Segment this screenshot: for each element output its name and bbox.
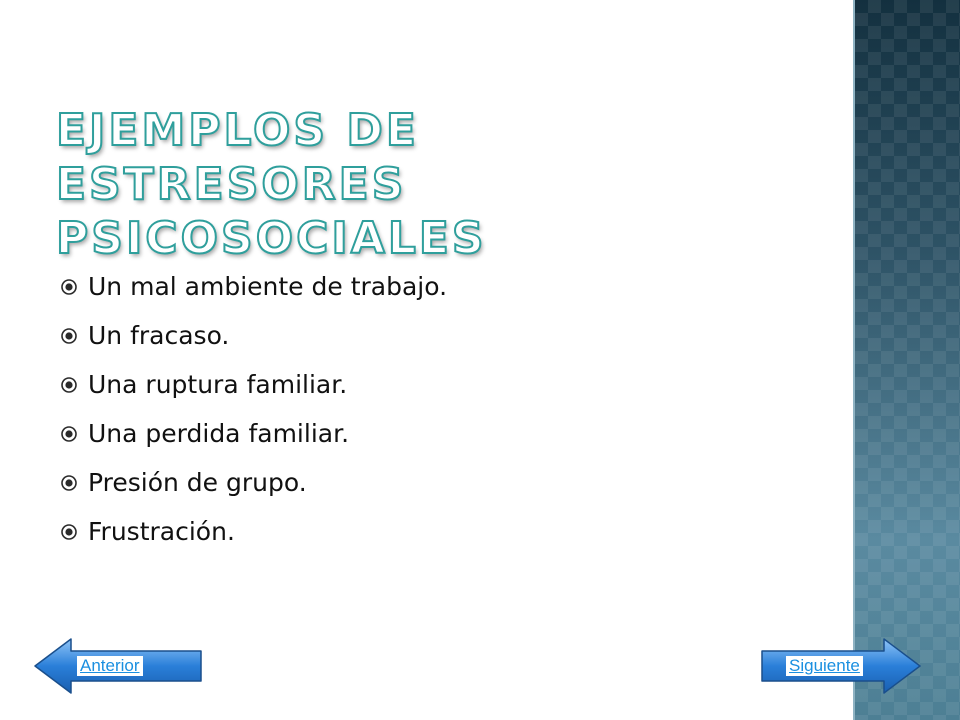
bullet-text: Una perdida familiar. <box>88 419 350 448</box>
decorative-side-panel <box>853 0 960 720</box>
radio-bullet-icon <box>60 425 78 443</box>
list-item <box>60 458 447 507</box>
list-item <box>60 262 447 311</box>
bullet-text: Presión de grupo. <box>88 468 307 497</box>
radio-bullet-icon <box>60 376 78 394</box>
list-item <box>60 507 447 556</box>
radio-bullet-icon <box>60 523 78 541</box>
slide-title: EJEMPLOS DE ESTRESORES PSICOSOCIALES <box>56 105 487 264</box>
bullet-text: Frustración. <box>88 517 235 546</box>
next-link[interactable]: Siguiente <box>786 656 863 676</box>
list-item <box>60 360 447 409</box>
list-item <box>60 409 447 458</box>
bullet-list <box>60 262 447 556</box>
bullet-text: Un fracaso. <box>88 321 230 350</box>
list-item <box>60 311 447 360</box>
previous-link[interactable]: Anterior <box>77 656 143 676</box>
radio-bullet-icon <box>60 474 78 492</box>
previous-button[interactable] <box>33 637 203 695</box>
radio-bullet-icon <box>60 327 78 345</box>
bullet-text: Un mal ambiente de trabajo. <box>88 272 448 301</box>
radio-bullet-icon <box>60 278 78 296</box>
bullet-text: Una ruptura familiar. <box>88 370 348 399</box>
next-button[interactable] <box>760 637 922 695</box>
